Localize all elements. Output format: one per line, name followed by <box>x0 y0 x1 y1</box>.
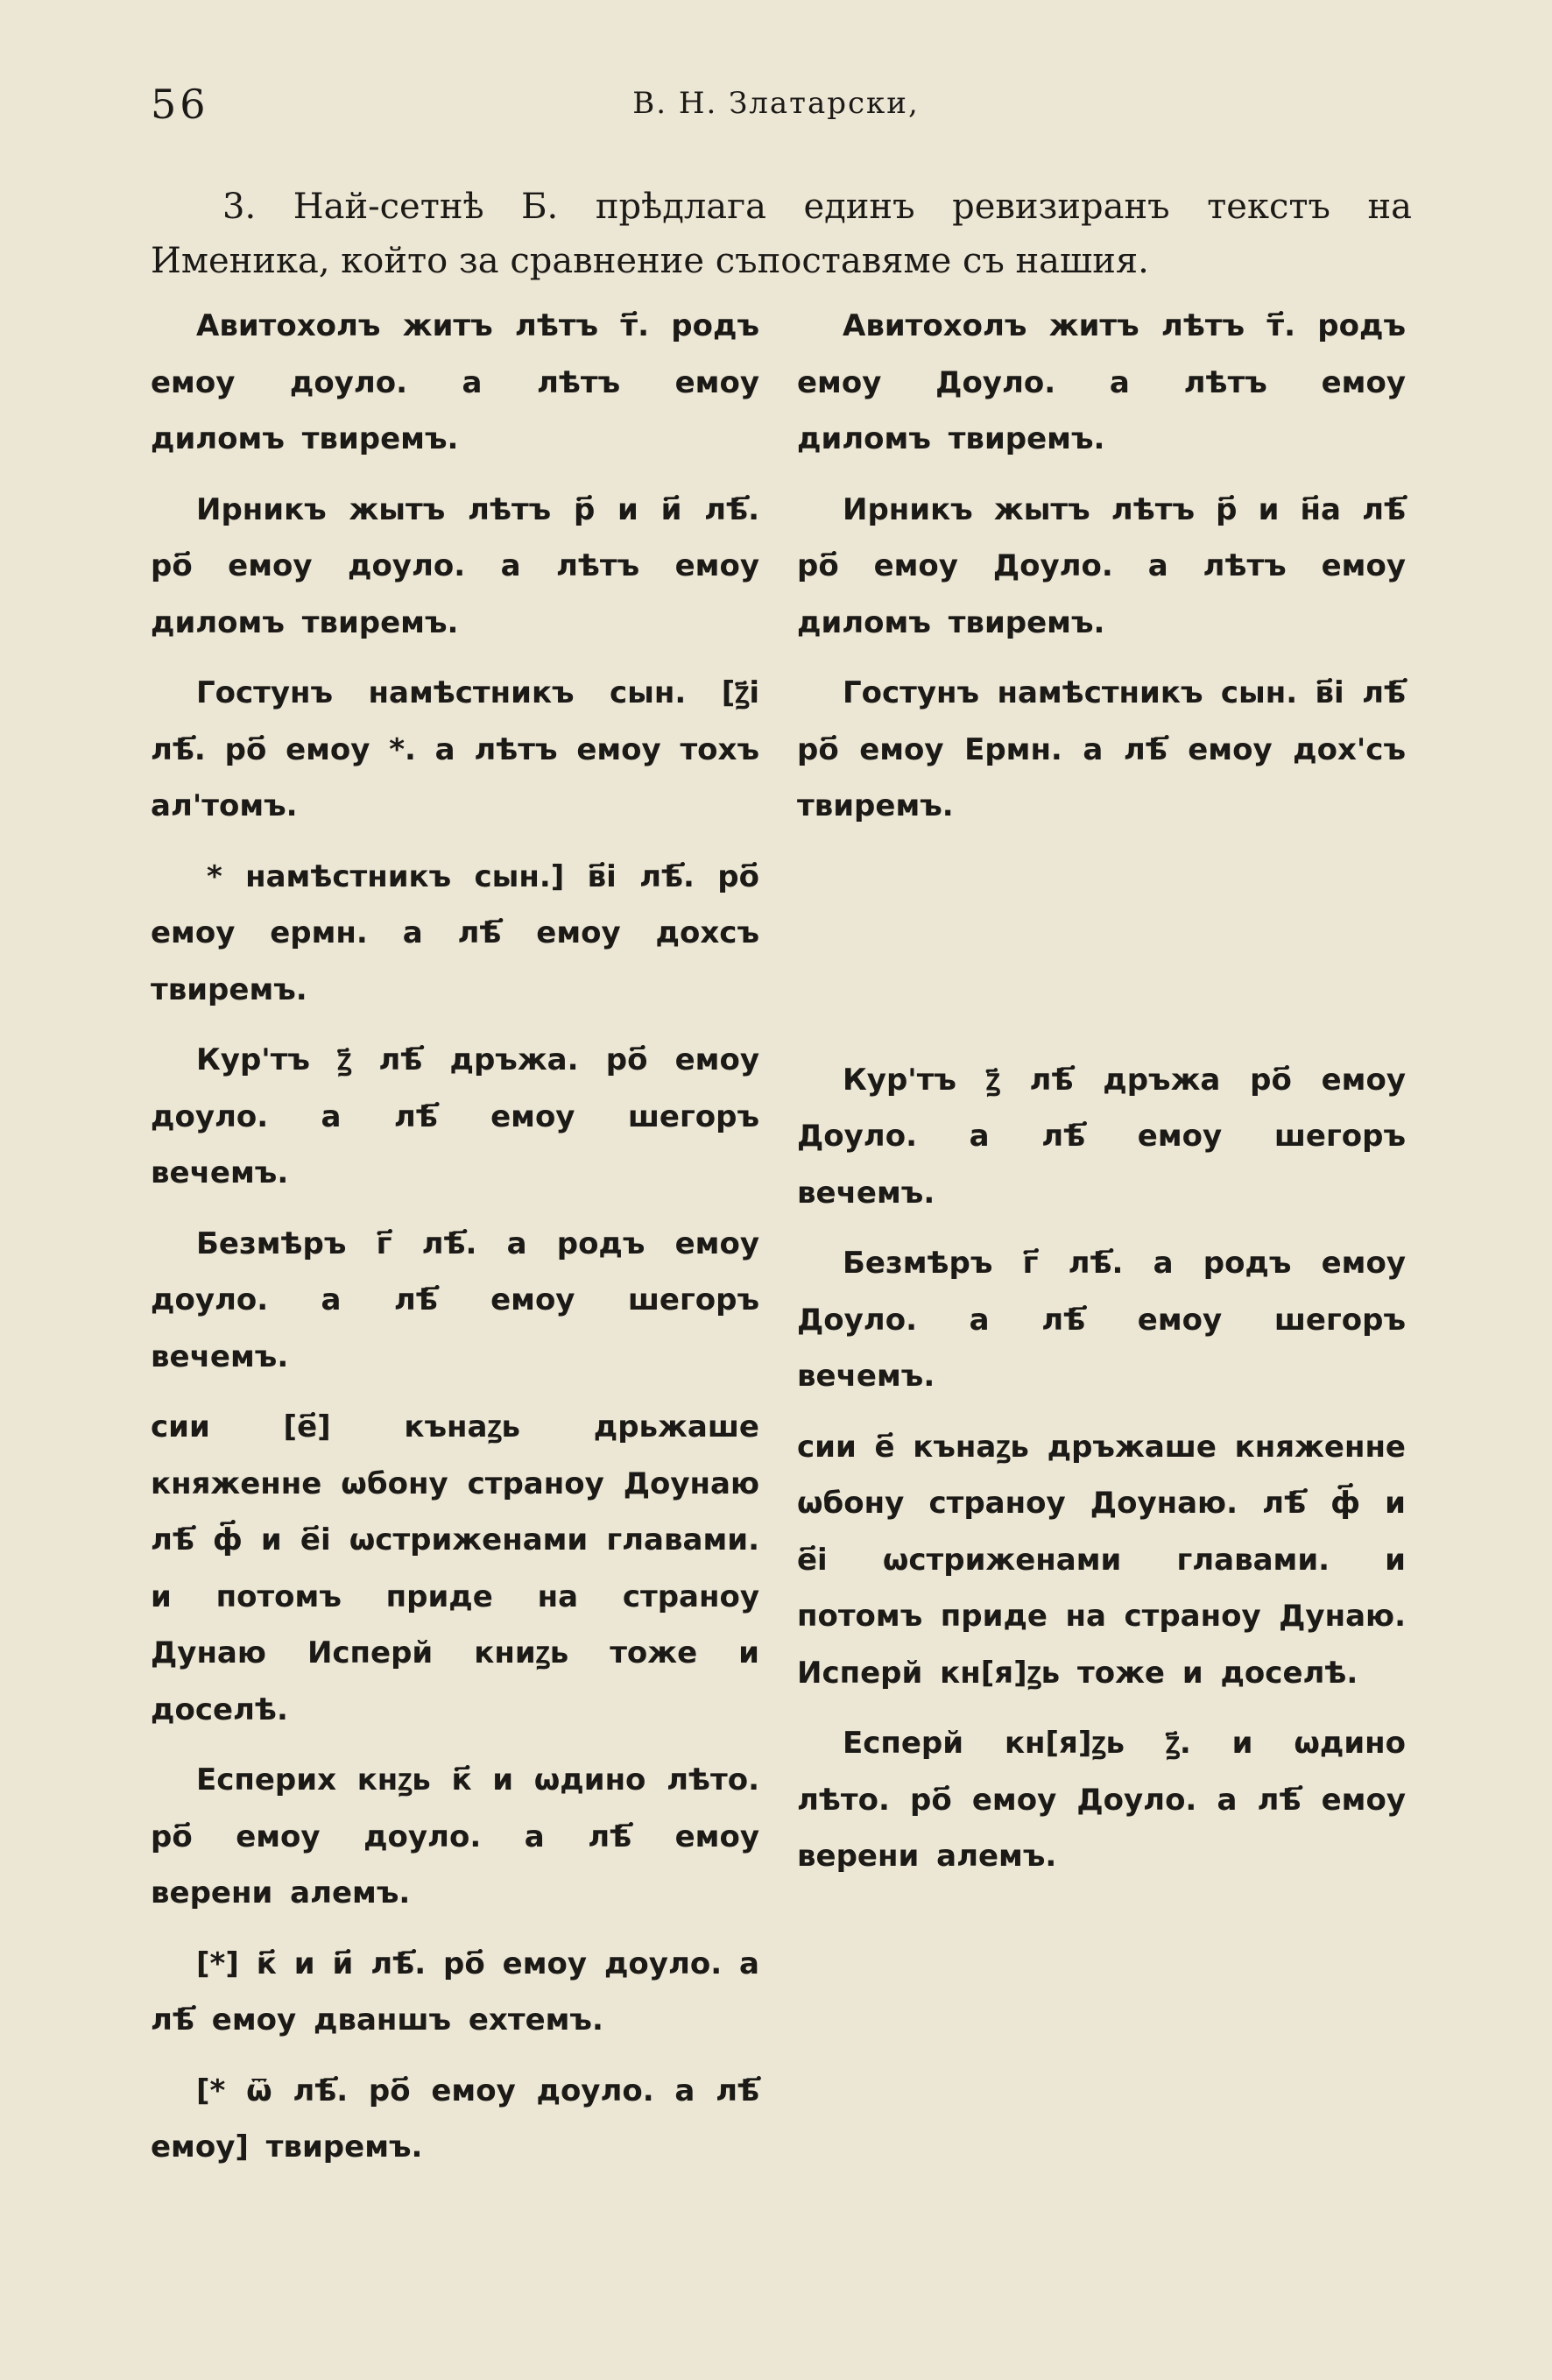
entry-gostun-variant: * намѣстникъ сын.] в҃і лѣ҃. ро҃ емоу ермн. а лѣ҃ емоу дохсъ твиремъ. <box>151 858 759 1007</box>
entry-isperih: Еспериx кнꙁь к҃ и ѡдино лѣто. ро҃ емоу доуло. а лѣ҃ емоу верени алемъ. <box>151 1762 759 1910</box>
entry-bezmer: Безмѣръ г҃ лѣ҃. а родъ емоу доуло. а лѣ҃ емоу шегоръ вечемъ. <box>151 1225 759 1374</box>
entry-avitohol: Авитохолъ житъ лѣтъ т҃. родъ емоу доуло. а лѣтъ емоу диломъ твиремъ. <box>151 308 759 456</box>
entry-unnamed-1: [*] к҃ и и҃ лѣ҃. ро҃ емоу доуло. а лѣ҃ емоу дваншъ ехтемъ. <box>151 1946 759 2037</box>
entry-avitohol: Авитохолъ житъ лѣтъ т҃. родъ емоу Доуло. а лѣтъ емоу диломъ твиремъ. <box>797 308 1406 456</box>
entry-kurt: Кур'тъ ꙁ҃ лѣ҃ дръжа. ро҃ емоу доуло. а лѣ҃ емоу шегоръ вечемъ. <box>151 1042 759 1190</box>
entry-bezmer: Безмѣръ г҃ лѣ҃. а родъ емоу Доуло. а лѣ҃ емоу шегоръ вечемъ. <box>797 1246 1406 1394</box>
column-gap <box>797 849 1406 1052</box>
entry-gostun: Гостунъ намѣстникъ сын. [ꙁ҃і лѣ҃. ро҃ емоу *. а лѣтъ емоу тохъ ал'томъ. <box>151 675 759 823</box>
left-text-column <box>151 298 759 2190</box>
entry-unnamed-2: [* ѿ лѣ҃. ро҃ емоу доуло. а лѣ҃ емоу] твиремъ. <box>151 2073 759 2165</box>
entry-isperih: Есперй кн[я]ꙁь ꙁ҃. и ѡдино лѣто. ро҃ емоу Доуло. а лѣ҃ емоу верени алемъ. <box>797 1726 1406 1874</box>
entry-irnik: Ирникъ жытъ лѣтъ р҃ и н҃а лѣ҃ ро҃ емоу Доуло. а лѣтъ емоу диломъ твиремъ. <box>797 491 1406 640</box>
entry-kurt: Кур'тъ ꙁ҃ лѣ҃ дръжа ро҃ емоу Доуло. а лѣ҃ емоу шегоръ вечемъ. <box>797 1062 1406 1211</box>
right-text-column <box>797 298 1406 1899</box>
intro-paragraph: 3. Най-сетнѣ Б. прѣдлага единъ ревизиранъ текстъ на Именика, който за сравнение съпоставяме съ нашия. <box>151 187 1412 281</box>
running-head: В. Н. Златарски, <box>632 86 920 121</box>
page-number: 56 <box>151 81 209 128</box>
entry-princes-summary: сии [е҃] кънаꙁь дрьжаше княженне ѡбону страноу Доунаю лѣ҃ ф҃ и е҃і ѡстриженами главами. и потомъ приде на страноу Дунаю Исперй книꙁь тоже и доселѣ. <box>151 1409 759 1727</box>
entry-irnik: Ирникъ жытъ лѣтъ р҃ и и҃ лѣ҃. ро҃ емоу доуло. а лѣтъ емоу диломъ твиремъ. <box>151 491 759 640</box>
entry-princes-summary: сии е҃ кънаꙁь дръжаше княженне ѡбону страноу Доунаю. лѣ҃ ф҃ и е҃і ѡстриженами главами. и потомъ приде на страноу Дунаю. Исперй кн[я]ꙁь тоже и доселѣ. <box>797 1429 1406 1691</box>
entry-gostun: Гостунъ намѣстникъ сын. в҃і лѣ҃ ро҃ емоу Ермн. а лѣ҃ емоу дох'съ твиремъ. <box>797 675 1406 823</box>
